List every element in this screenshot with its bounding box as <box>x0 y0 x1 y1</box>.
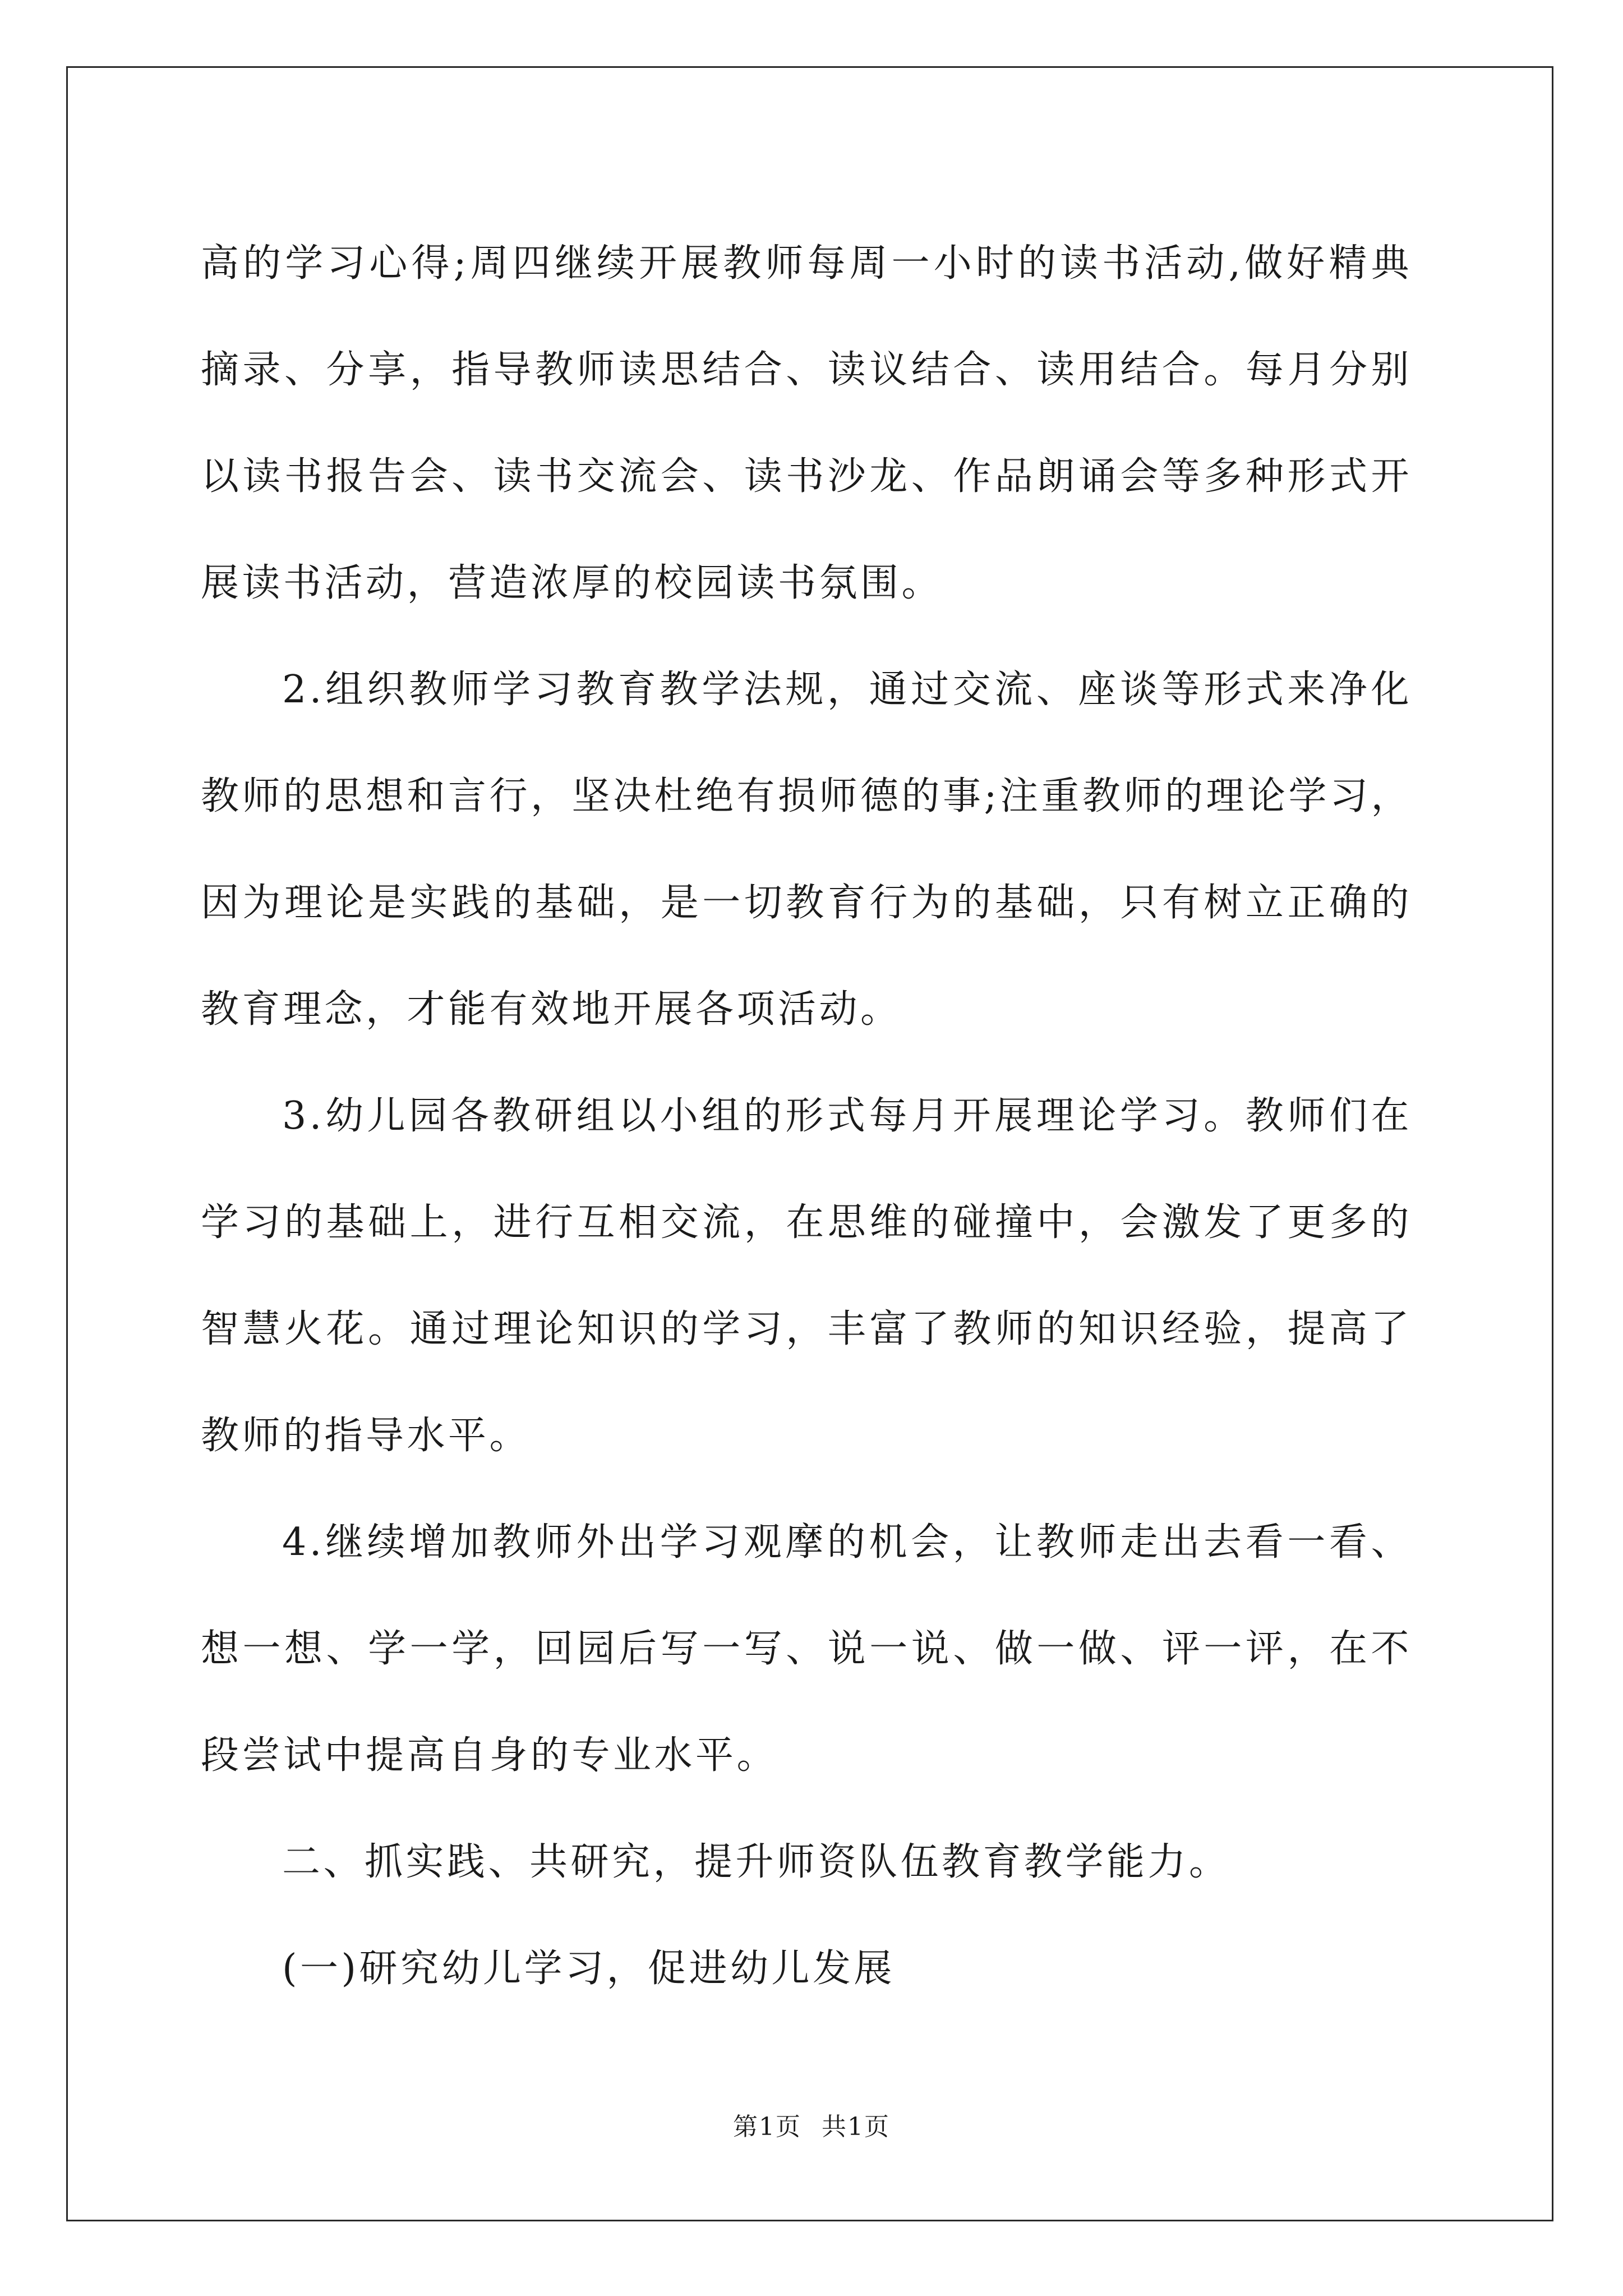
section-heading-2: 二、抓实践、共研究，提升师资队伍教育教学能力。 <box>282 1840 1230 1884</box>
paragraph-item-2: 2.组织教师学习教育教学法规，通过交流、座谈等形式来净化教师的思想和言行，坚决杜绝有损师德的事;注重教师的理论学习，因为理论是实践的基础，是一切教育行为的基础，只有树立正确的教育理念，才能有效地开展各项活动。 <box>201 668 1412 1032</box>
paragraph-item-3: 3.幼儿园各教研组以小组的形式每月开展理论学习。教师们在学习的基础上，进行互相交流，在思维的碰撞中，会激发了更多的智慧火花。通过理论知识的学习，丰富了教师的知识经验，提高了教师的指导水平。 <box>201 1094 1412 1458</box>
page-total: 共1页 <box>822 2113 890 2141</box>
paragraph-reading-activities: 高的学习心得;周四继续开展教师每周一小时的读书活动,做好精典摘录、分享，指导教师读思结合、读议结合、读用结合。每月分别以读书报告会、读书交流会、读书沙龙、作品朗诵会等多种形式开展读书活动，营造浓厚的校园读书氛围。 <box>201 241 1412 605</box>
paragraph-item-4: 4.继续增加教师外出学习观摩的机会，让教师走出去看一看、想一想、学一学，回园后写一写、说一说、做一做、评一评，在不段尝试中提高自身的专业水平。 <box>201 1520 1412 1778</box>
page-footer <box>0 2106 1623 2142</box>
page-number: 第1页 <box>733 2113 801 2141</box>
document-body <box>201 210 1412 2022</box>
subsection-heading-1: (一)研究幼儿学习，促进幼儿发展 <box>282 1947 896 1991</box>
